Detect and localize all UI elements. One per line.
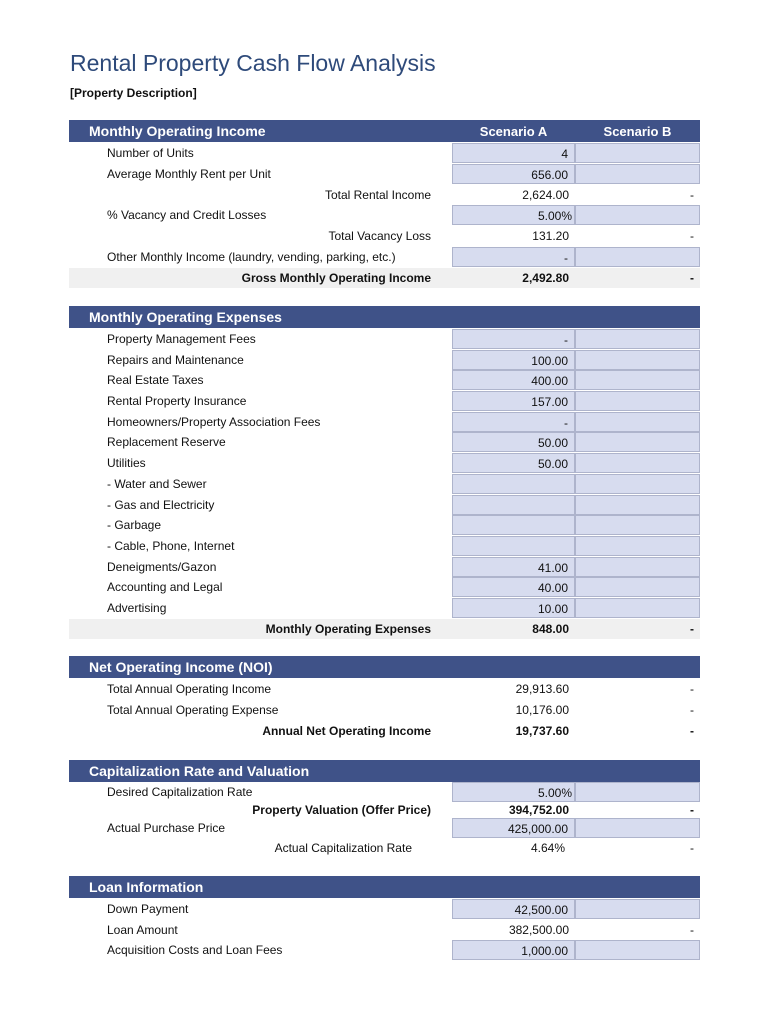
scenario-a-value: 40.00	[537, 581, 568, 595]
scenario-a-cell[interactable]	[452, 940, 575, 960]
scenario-b-cell	[575, 679, 700, 699]
row-label: Average Monthly Rent per Unit	[107, 167, 271, 181]
scenario-a-value: -	[564, 251, 568, 265]
scenario-a-value: 1,000.00	[521, 944, 568, 958]
table-row	[69, 838, 700, 858]
row-label: Real Estate Taxes	[107, 373, 204, 387]
row-label: - Garbage	[107, 518, 162, 532]
scenario-a-cell[interactable]	[452, 412, 575, 432]
property-description: [Property Description]	[70, 86, 197, 100]
scenario-b-value: -	[690, 724, 694, 738]
table-row	[69, 782, 700, 802]
scenario-b-cell[interactable]	[575, 515, 700, 535]
table-row	[69, 818, 700, 838]
table-row	[69, 143, 700, 163]
scenario-b-cell[interactable]	[575, 940, 700, 960]
scenario-a-cell[interactable]	[452, 557, 575, 577]
scenario-a-value: -	[564, 416, 568, 430]
scenario-b-value: -	[690, 682, 694, 696]
row-label: Acquisition Costs and Loan Fees	[107, 943, 283, 957]
scenario-b-cell[interactable]	[575, 412, 700, 432]
row-label: Total Annual Operating Expense	[107, 703, 279, 717]
table-row	[69, 412, 700, 432]
scenario-b-cell[interactable]	[575, 577, 700, 597]
section-header-expenses	[69, 306, 700, 328]
scenario-b-cell	[575, 268, 700, 288]
scenario-a-cell	[452, 838, 575, 858]
table-row	[69, 899, 700, 919]
scenario-a-cell	[452, 268, 575, 288]
scenario-a-value: 4.64%	[530, 841, 565, 855]
scenario-a-value: 656.00	[531, 168, 568, 182]
table-row	[69, 577, 700, 597]
scenario-b-cell[interactable]	[575, 474, 700, 494]
scenario-b-cell[interactable]	[575, 247, 700, 267]
table-row	[69, 536, 700, 556]
scenario-a-value: 5.00%	[537, 209, 572, 223]
scenario-b-value: -	[690, 188, 694, 202]
scenario-b-cell[interactable]	[575, 453, 700, 473]
section-title: Net Operating Income (NOI)	[89, 659, 273, 675]
scenario-b-cell[interactable]	[575, 432, 700, 452]
table-row	[69, 370, 700, 390]
row-label: Total Vacancy Loss	[328, 229, 431, 243]
scenario-b-cell[interactable]	[575, 205, 700, 225]
row-label: - Gas and Electricity	[107, 498, 215, 512]
scenario-a-value: 394,752.00	[508, 803, 569, 817]
table-row	[69, 226, 700, 246]
scenario-a-cell[interactable]	[452, 370, 575, 390]
row-label: - Water and Sewer	[107, 477, 207, 491]
scenario-a-value: 425,000.00	[507, 822, 568, 836]
scenario-b-value: -	[690, 622, 694, 636]
scenario-a-cell[interactable]	[452, 598, 575, 618]
scenario-a-cell[interactable]	[452, 899, 575, 919]
scenario-a-cell[interactable]	[452, 143, 575, 163]
table-row	[69, 920, 700, 940]
scenario-a-value: 2,492.80	[522, 271, 569, 285]
scenario-a-value: 400.00	[531, 374, 568, 388]
scenario-b-cell[interactable]	[575, 143, 700, 163]
section-title: Capitalization Rate and Valuation	[89, 763, 310, 779]
row-label: Monthly Operating Expenses	[265, 622, 431, 636]
scenario-a-value: -	[564, 333, 568, 347]
row-label: Advertising	[107, 601, 167, 615]
row-label: Rental Property Insurance	[107, 394, 247, 408]
row-label: Annual Net Operating Income	[262, 724, 431, 738]
scenario-b-cell[interactable]	[575, 782, 700, 802]
row-label: Property Management Fees	[107, 332, 256, 346]
row-label: Total Rental Income	[324, 188, 431, 202]
scenario-a-cell[interactable]	[452, 577, 575, 597]
row-label: Actual Capitalization Rate	[274, 841, 412, 855]
scenario-b-cell[interactable]	[575, 495, 700, 515]
scenario-a-cell	[452, 679, 575, 699]
row-label: Gross Monthly Operating Income	[241, 271, 431, 285]
scenario-a-value: 10.00	[537, 602, 568, 616]
column-header-scenario-b: Scenario B	[603, 124, 672, 139]
scenario-b-cell[interactable]	[575, 350, 700, 370]
scenario-a-cell[interactable]	[452, 818, 575, 838]
scenario-a-value: 157.00	[531, 395, 568, 409]
scenario-b-cell[interactable]	[575, 818, 700, 838]
scenario-b-cell[interactable]	[575, 329, 700, 349]
section-title: Monthly Operating Expenses	[89, 309, 282, 325]
scenario-a-cell	[452, 700, 575, 720]
scenario-a-cell[interactable]	[452, 164, 575, 184]
scenario-b-cell	[575, 226, 700, 246]
table-row	[69, 557, 700, 577]
table-row	[69, 432, 700, 452]
scenario-a-cell	[452, 800, 575, 817]
row-label: Repairs and Maintenance	[107, 353, 244, 367]
table-row	[69, 495, 700, 515]
scenario-a-cell	[452, 721, 575, 741]
row-label: Deneigments/Gazon	[107, 560, 217, 574]
page-title: Rental Property Cash Flow Analysis	[70, 50, 436, 76]
scenario-a-value: 10,176.00	[515, 703, 569, 717]
row-label: Down Payment	[107, 902, 189, 916]
scenario-b-cell[interactable]	[575, 557, 700, 577]
table-row	[69, 164, 700, 184]
table-row	[69, 940, 700, 960]
table-row	[69, 598, 700, 618]
scenario-b-cell[interactable]	[575, 391, 700, 411]
scenario-a-cell[interactable]	[452, 350, 575, 370]
scenario-a-cell[interactable]	[452, 495, 575, 515]
scenario-b-value: -	[690, 703, 694, 717]
row-label: Accounting and Legal	[107, 580, 223, 594]
scenario-a-cell[interactable]	[452, 391, 575, 411]
scenario-a-cell[interactable]	[452, 474, 575, 494]
scenario-b-cell	[575, 700, 700, 720]
row-label: Homeowners/Property Association Fees	[107, 415, 321, 429]
row-label: Number of Units	[107, 146, 194, 160]
row-label: Actual Purchase Price	[107, 821, 226, 835]
scenario-a-value: 41.00	[537, 561, 568, 575]
scenario-a-value: 29,913.60	[515, 682, 569, 696]
row-label: Utilities	[107, 456, 146, 470]
row-label: Total Annual Operating Income	[107, 682, 272, 696]
scenario-a-value: 19,737.60	[515, 724, 569, 738]
table-row	[69, 247, 700, 267]
scenario-a-value: 50.00	[537, 436, 568, 450]
row-label: Property Valuation (Offer Price)	[252, 803, 431, 817]
scenario-b-value: -	[690, 841, 694, 855]
scenario-a-cell	[452, 185, 575, 205]
scenario-a-cell[interactable]	[452, 205, 575, 225]
scenario-a-value: 131.20	[532, 229, 569, 243]
scenario-a-cell	[452, 619, 575, 639]
column-header-scenario-a: Scenario A	[479, 124, 548, 139]
scenario-b-value: -	[690, 271, 694, 285]
table-row	[69, 329, 700, 349]
section-title: Monthly Operating Income	[89, 123, 266, 139]
scenario-b-cell	[575, 838, 700, 858]
scenario-a-cell[interactable]	[452, 329, 575, 349]
scenario-a-cell	[452, 920, 575, 940]
row-label: % Vacancy and Credit Losses	[107, 208, 267, 222]
table-row	[69, 515, 700, 535]
scenario-a-value: 382,500.00	[508, 923, 569, 937]
scenario-a-cell[interactable]	[452, 453, 575, 473]
row-label: Loan Amount	[107, 923, 178, 937]
table-row	[69, 453, 700, 473]
table-row	[69, 619, 700, 639]
row-label: Desired Capitalization Rate	[107, 785, 253, 799]
table-row	[69, 205, 700, 225]
scenario-a-cell[interactable]	[452, 782, 575, 802]
row-label: Other Monthly Income (laundry, vending, parking, etc.)	[107, 250, 396, 264]
table-row	[69, 474, 700, 494]
scenario-b-cell	[575, 800, 700, 817]
scenario-b-cell	[575, 185, 700, 205]
scenario-b-cell	[575, 920, 700, 940]
scenario-a-value: 848.00	[532, 622, 569, 636]
table-row	[69, 700, 700, 720]
table-row	[69, 185, 700, 205]
section-header-income	[69, 120, 700, 142]
scenario-b-value: -	[690, 803, 694, 817]
scenario-a-value: 42,500.00	[514, 903, 568, 917]
table-row	[69, 721, 700, 741]
table-row	[69, 679, 700, 699]
scenario-b-cell[interactable]	[575, 164, 700, 184]
scenario-b-cell[interactable]	[575, 899, 700, 919]
table-row	[69, 350, 700, 370]
scenario-a-cell[interactable]	[452, 247, 575, 267]
scenario-b-cell[interactable]	[575, 370, 700, 390]
scenario-a-value: 50.00	[537, 457, 568, 471]
row-label: Replacement Reserve	[107, 435, 226, 449]
scenario-a-cell[interactable]	[452, 515, 575, 535]
scenario-b-cell	[575, 721, 700, 741]
section-header-noi	[69, 656, 700, 678]
section-header-loan	[69, 876, 700, 898]
scenario-a-value: 100.00	[531, 354, 568, 368]
section-header-cap	[69, 760, 700, 782]
scenario-a-cell	[452, 226, 575, 246]
scenario-a-value: 2,624.00	[522, 188, 569, 202]
table-row	[69, 391, 700, 411]
scenario-a-value: 5.00%	[537, 786, 572, 800]
scenario-b-cell[interactable]	[575, 536, 700, 556]
row-label: - Cable, Phone, Internet	[107, 539, 235, 553]
table-row	[69, 268, 700, 288]
scenario-b-value: -	[690, 229, 694, 243]
scenario-a-cell[interactable]	[452, 536, 575, 556]
section-title: Loan Information	[89, 879, 204, 895]
scenario-b-cell[interactable]	[575, 598, 700, 618]
scenario-b-cell	[575, 619, 700, 639]
scenario-a-value: 4	[561, 147, 568, 161]
scenario-b-value: -	[690, 923, 694, 937]
scenario-a-cell[interactable]	[452, 432, 575, 452]
table-row	[69, 800, 700, 817]
